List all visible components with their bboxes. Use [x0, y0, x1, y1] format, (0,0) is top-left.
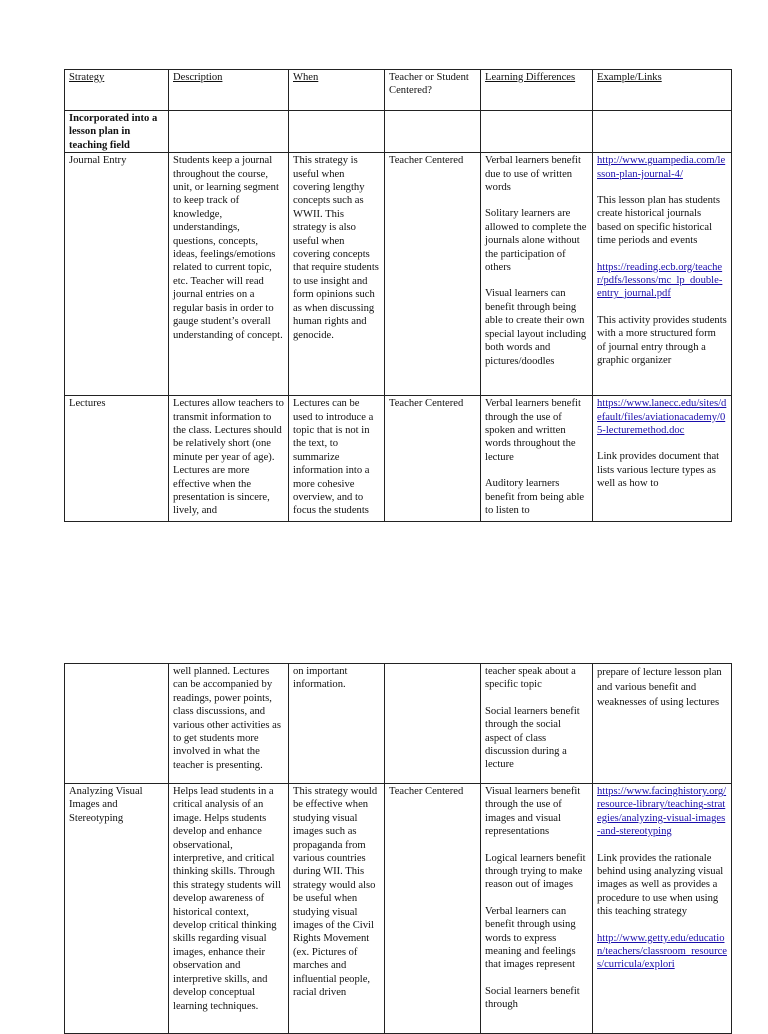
when-lectures-continued: on important information. — [289, 664, 385, 784]
header-strategy: Strategy — [65, 70, 169, 111]
header-description: Description — [169, 70, 289, 111]
strategy-table-page-1 — [64, 69, 732, 522]
table-row-lectures-continued — [65, 664, 732, 784]
strategy-lectures: Lectures — [65, 396, 169, 522]
learning-differences-lectures-continued: teacher speak about a specific topic Social learners benefit through the social aspect of class discussion during a lecture — [481, 664, 593, 784]
when-lectures: Lectures can be used to introduce a topic that is not in the text, to summarize information into a more cohesive overview, and to focus the students — [289, 396, 385, 522]
header-when: When — [289, 70, 385, 111]
facinghistory-link[interactable]: https://www.facinghistory.org/resource-library/teaching-strategies/analyzing-visual-images-and-stereotyping — [597, 786, 727, 838]
header-row — [65, 70, 732, 111]
learning-differences-lectures: Verbal learners benefit through the use of spoken and written words throughout the lecture Auditory learners benefit from being able to listen to — [481, 396, 593, 522]
learning-differences-analyzing-visual-images: Visual learners benefit through the use of images and visual representations Logical learners benefit through trying to make reason out of images Verbal learners can benefit through using words to express meaning and feelings that images represent Social learners benefit through — [481, 784, 593, 1034]
lanecc-link[interactable]: https://www.lanecc.edu/sites/default/files/aviationacademy/05-lecturemethod.doc — [597, 398, 727, 437]
header-example-links: Example/Links — [593, 70, 732, 111]
links-analyzing-visual-images: https://www.facinghistory.org/resource-library/teaching-strategies/analyzing-visual-images-and-stereotyping Link provides the rationale behind using analyzing visual images as well as provides a procedure to use when using this teaching strategy http://www.getty.edu/education/teachers/classroom_resources/curricula/explori — [593, 784, 732, 1034]
table-row-analyzing-visual-images — [65, 784, 732, 1034]
description-journal-entry: Students keep a journal throughout the course, unit, or learning segment to keep track of knowledge, understandings, questions, concepts, ideas, feelings/emotions related to current topic, etc. Teacher will read journal entries on a regular basis in order to gauge student’s overall understanding of concept. — [169, 153, 289, 396]
strategy-table-page-2 — [64, 663, 732, 1034]
description-analyzing-visual-images: Helps lead students in a critical analysis of an image. Helps students develop and enhance observational, interpretive, and critical thinking skills. Through this strategy students will develop awareness of historical context, develop critical thinking skills regarding visual images, enhance their observation and interpretive skills, and develop conceptual learning techniques. — [169, 784, 289, 1034]
learning-differences-journal-entry: Verbal learners benefit due to use of written words Solitary learners are allowed to complete the journals alone without the participation of others Visual learners can benefit through being able to create their own special layout including both words and pictures/doodles — [481, 153, 593, 396]
description-lectures: Lectures allow teachers to transmit information to the class. Lectures should be relatively short (one minute per year of age). Lectures are more effective when the presentation is sincere, lively, and — [169, 396, 289, 522]
table-row-lectures — [65, 396, 732, 522]
centered-lectures: Teacher Centered — [385, 396, 481, 522]
guampedia-link[interactable]: http://www.guampedia.com/lesson-plan-journal-4/ — [597, 155, 726, 180]
reading-ecb-link[interactable]: https://reading.ecb.org/teacher/pdfs/lessons/mc_lp_double-entry_journal.pdf — [597, 261, 723, 300]
page-break — [0, 520, 768, 660]
header-learning-differences: Learning Differences — [481, 70, 593, 111]
centered-analyzing-visual-images: Teacher Centered — [385, 784, 481, 1034]
section-row — [65, 111, 732, 153]
strategy-journal-entry: Journal Entry — [65, 153, 169, 396]
header-teacher-student: Teacher or Student Centered? — [385, 70, 481, 111]
description-lectures-continued: well planned. Lectures can be accompanied by readings, power points, class discussions, and various other activities as to get students more involved in what the teacher is presenting. — [169, 664, 289, 784]
links-lectures-continued: prepare of lecture lesson plan and various benefit and weaknesses of using lectures — [593, 664, 732, 784]
centered-journal-entry: Teacher Centered — [385, 153, 481, 396]
links-journal-entry: http://www.guampedia.com/lesson-plan-journal-4/ This lesson plan has students create historical journals based on specific historical time periods and events https://reading.ecb.org/teacher/pdfs/lessons/mc_lp_double-entry_journal.pdf This activity provides students with a more structured form of journal entry through a graphic organizer — [593, 153, 732, 396]
table-row-journal-entry — [65, 153, 732, 396]
when-journal-entry: This strategy is useful when covering lengthy concepts such as WWII. This strategy is also useful when covering concepts that require students to use insight and form opinions such as when discussing human rights and genocide. — [289, 153, 385, 396]
strategy-analyzing-visual-images: Analyzing Visual Images and Stereotyping — [65, 784, 169, 1034]
links-lectures: https://www.lanecc.edu/sites/default/files/aviationacademy/05-lecturemethod.doc Link provides document that lists various lecture types as well as how to — [593, 396, 732, 522]
getty-link[interactable]: http://www.getty.edu/education/teachers/classroom_resources/curricula/explori — [597, 932, 728, 971]
when-analyzing-visual-images: This strategy would be effective when studying visual images such as propaganda from various countries during WII. This strategy would also be useful when studying visual images of the Civil Rights Movement (ex. Pictures of marches and influential people, racial driven — [289, 784, 385, 1034]
section-label: Incorporated into a lesson plan in teaching field — [65, 111, 169, 153]
